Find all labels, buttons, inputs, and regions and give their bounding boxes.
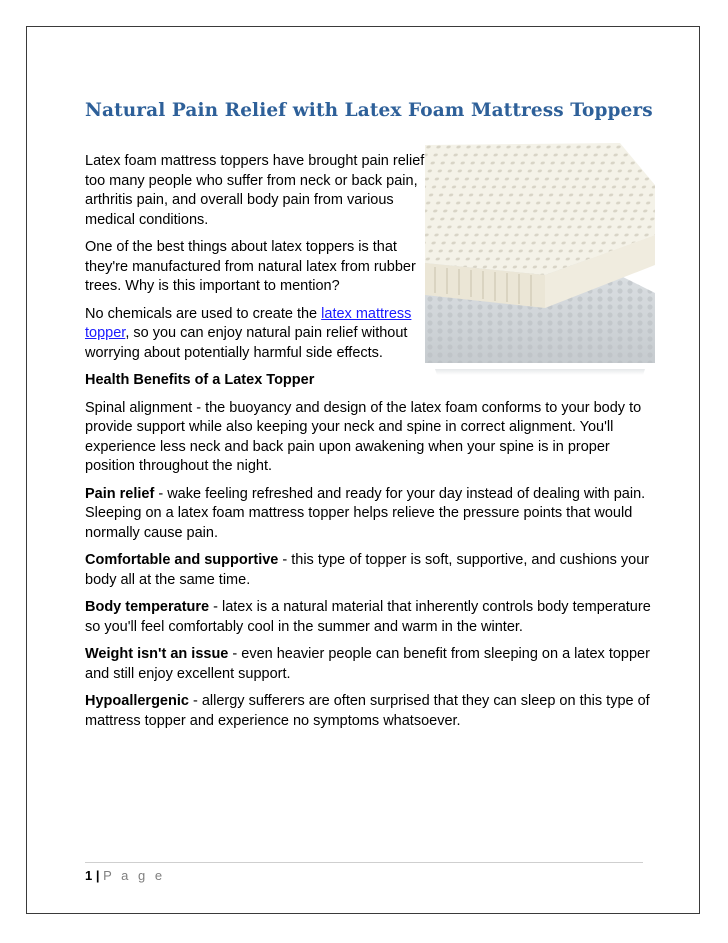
benefit-body-temperature <box>85 598 660 637</box>
page-footer <box>85 868 165 883</box>
natural-latex-paragraph: One of the best things about latex toppers is that they're manufactured from natural latex from rubber trees. Why is this important to mention? <box>85 239 416 294</box>
footer-divider <box>85 862 643 863</box>
section-heading: Health Benefits of a Latex Topper <box>85 372 315 388</box>
page-number: 1 <box>85 868 93 883</box>
benefit-text: - even heavier people can benefit from sleeping on a latex topper and still enjoy excellent support. <box>85 646 650 682</box>
benefit-hypoallergenic <box>85 692 660 731</box>
page-label: P a g e <box>103 868 166 883</box>
benefit-text: - this type of topper is soft, supportive, and cushions your body all at the same time. <box>85 552 650 588</box>
benefit-term: Pain relief <box>85 485 155 502</box>
footer-separator: | <box>95 868 100 883</box>
latex-mattress-topper-link[interactable]: latex mattress topper <box>85 305 412 341</box>
benefit-comfortable <box>85 551 660 590</box>
spinal-alignment-paragraph: Spinal alignment - the buoyancy and design of the latex foam conforms to your body to provide support while also keeping your neck and spine in correct alignment. You'll experience less neck and back pain upon awakening when your spine is in proper position throughout the night. <box>85 399 642 474</box>
benefit-term: Comfortable and supportive <box>85 552 279 568</box>
benefit-text: - wake feeling refreshed and ready for your day instead of dealing with pain. Sleeping on a latex foam mattress topper helps relieve the pressure points that would normally cause pain. <box>85 485 646 541</box>
benefit-term: Hypoallergenic <box>85 693 189 709</box>
benefit-pain-relief <box>85 485 660 544</box>
intro-paragraph: Latex foam mattress toppers have brought pain relief too many people who suffer from neck or back pain, arthritis pain, and overall body pain from various medical conditions. <box>85 153 425 228</box>
document-title: Natural Pain Relief with Latex Foam Mattress Toppers <box>85 100 653 121</box>
chemicals-paragraph <box>85 305 425 364</box>
benefit-text: - allergy sufferers are often surprised that they can sleep on this type of mattress topper and experience no symptoms whatsoever. <box>85 693 650 729</box>
benefit-term: Body temperature <box>85 599 210 615</box>
chemicals-text-before: No chemicals are used to create the <box>85 305 322 322</box>
chemicals-text-after: , so you can enjoy natural pain relief without worrying about potentially harmful side effects. <box>85 325 408 361</box>
benefit-text: - latex is a natural material that inherently controls body temperature so you'll feel comfortably cool in the summer and warm in the winter. <box>85 599 651 635</box>
benefit-term: Weight isn't an issue <box>85 646 229 662</box>
benefit-weight <box>85 645 660 684</box>
